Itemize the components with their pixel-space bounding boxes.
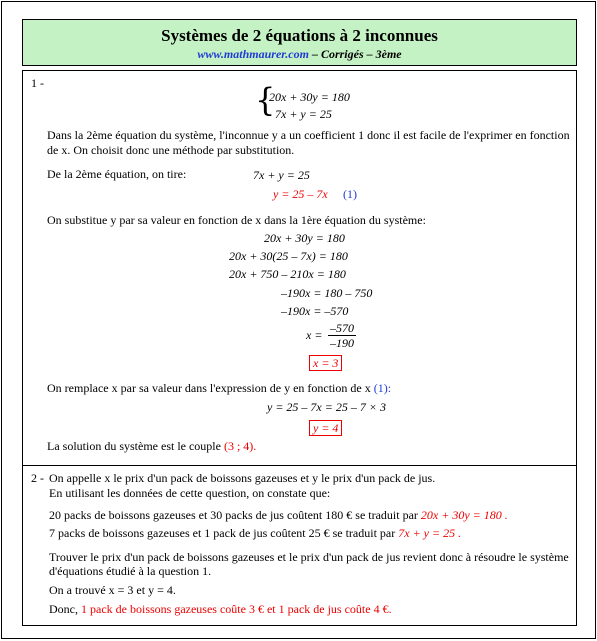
q1-number: 1 - <box>31 76 44 90</box>
replace-ref: (1): <box>373 381 392 395</box>
section-divider <box>23 465 576 466</box>
q2-line-1: On appelle x le prix d'un pack de boissons gazeuses et y le prix d'un pack de jus. <box>49 471 436 485</box>
q2-line-4-eq: 7x + y = 25 . <box>398 526 462 540</box>
q2-line-6: d'équations étudié à la question 1. <box>49 564 212 578</box>
site-link[interactable]: www.mathmaurer.com <box>197 47 309 61</box>
solution-label: La solution du système est le couple <box>47 439 221 453</box>
from-eq2: y = 25 – 7x <box>273 187 328 201</box>
subst-label: On substitue y par sa valeur en fonction de x dans la 1ère équation du système: <box>47 213 426 227</box>
fraction-denominator: –190 <box>330 336 354 350</box>
subst-step-4: –190x = 180 – 750 <box>281 286 373 300</box>
y-result: y = 4 <box>309 420 342 436</box>
x-result: x = 3 <box>309 355 342 371</box>
y-result-box <box>309 421 342 435</box>
system-eq1: 20x + 30y = 180 <box>269 90 350 104</box>
solution-line <box>47 439 256 453</box>
q1-paragraph-1b: de x. On choisit donc une méthode par substitution. <box>47 143 295 157</box>
solution-value: (3 ; 4). <box>223 439 257 453</box>
fraction-numerator: –570 <box>330 321 354 335</box>
page-frame <box>1 1 596 639</box>
subst-step-5: –190x = –570 <box>281 304 349 318</box>
system-brace: { <box>255 81 276 119</box>
subtitle-rest: – Corrigés – 3ème <box>311 47 402 61</box>
q2-line-8 <box>49 602 392 616</box>
subst-step-6-lhs: x = <box>306 328 323 342</box>
q2-line-3 <box>49 508 508 522</box>
page-subtitle <box>23 47 576 62</box>
page-title: Systèmes de 2 équations à 2 inconnues <box>161 26 438 45</box>
q2-conclusion: 1 pack de boissons gazeuses coûte 3 € et 1 pack de jus coûte 4 €. <box>81 602 392 616</box>
from-eq1: 7x + y = 25 <box>253 168 310 182</box>
replace-label <box>47 381 391 395</box>
q2-line-5: Trouver le prix d'un pack de boissons gazeuses et le prix d'un pack de jus revient donc à résoudre le système <box>49 550 569 564</box>
q2-line-2: En utilisant les données de cette question, on constate que: <box>49 486 331 500</box>
subst-step-6-fraction <box>328 321 356 350</box>
x-result-box <box>309 356 342 370</box>
q2-line-7: On a trouvé x = 3 et y = 4. <box>49 583 176 597</box>
q2-line-4 <box>49 526 461 540</box>
subst-step-1: 20x + 30y = 180 <box>264 231 345 245</box>
q1-paragraph-1a: Dans la 2ème équation du système, l'inconnue y a un coefficient 1 donc il est facile de l'exprimer en fonction <box>47 128 570 142</box>
subst-step-3: 20x + 750 – 210x = 180 <box>229 267 346 281</box>
system-eq2: 7x + y = 25 <box>275 107 332 121</box>
q2-line-3-eq: 20x + 30y = 180 . <box>420 508 508 522</box>
header-banner <box>22 19 577 66</box>
subst-step-2: 20x + 30(25 – 7x) = 180 <box>229 249 348 263</box>
replace-eq: y = 25 – 7x = 25 – 7 × 3 <box>267 400 386 414</box>
q2-line-8-lead: Donc, <box>49 602 78 616</box>
content-box <box>22 70 577 626</box>
from-label: De la 2ème équation, on tire: <box>47 167 187 181</box>
q2-number: 2 - <box>31 471 44 485</box>
q2-line-4-text: 7 packs de boissons gazeuses et 1 pack de jus coûtent 25 € se traduit par <box>49 526 396 540</box>
replace-text: On remplace x par sa valeur dans l'expression de y en fonction de x <box>47 381 371 395</box>
from-ref: (1) <box>343 187 357 201</box>
q2-line-3-text: 20 packs de boissons gazeuses et 30 packs de jus coûtent 180 € se traduit par <box>49 508 418 522</box>
